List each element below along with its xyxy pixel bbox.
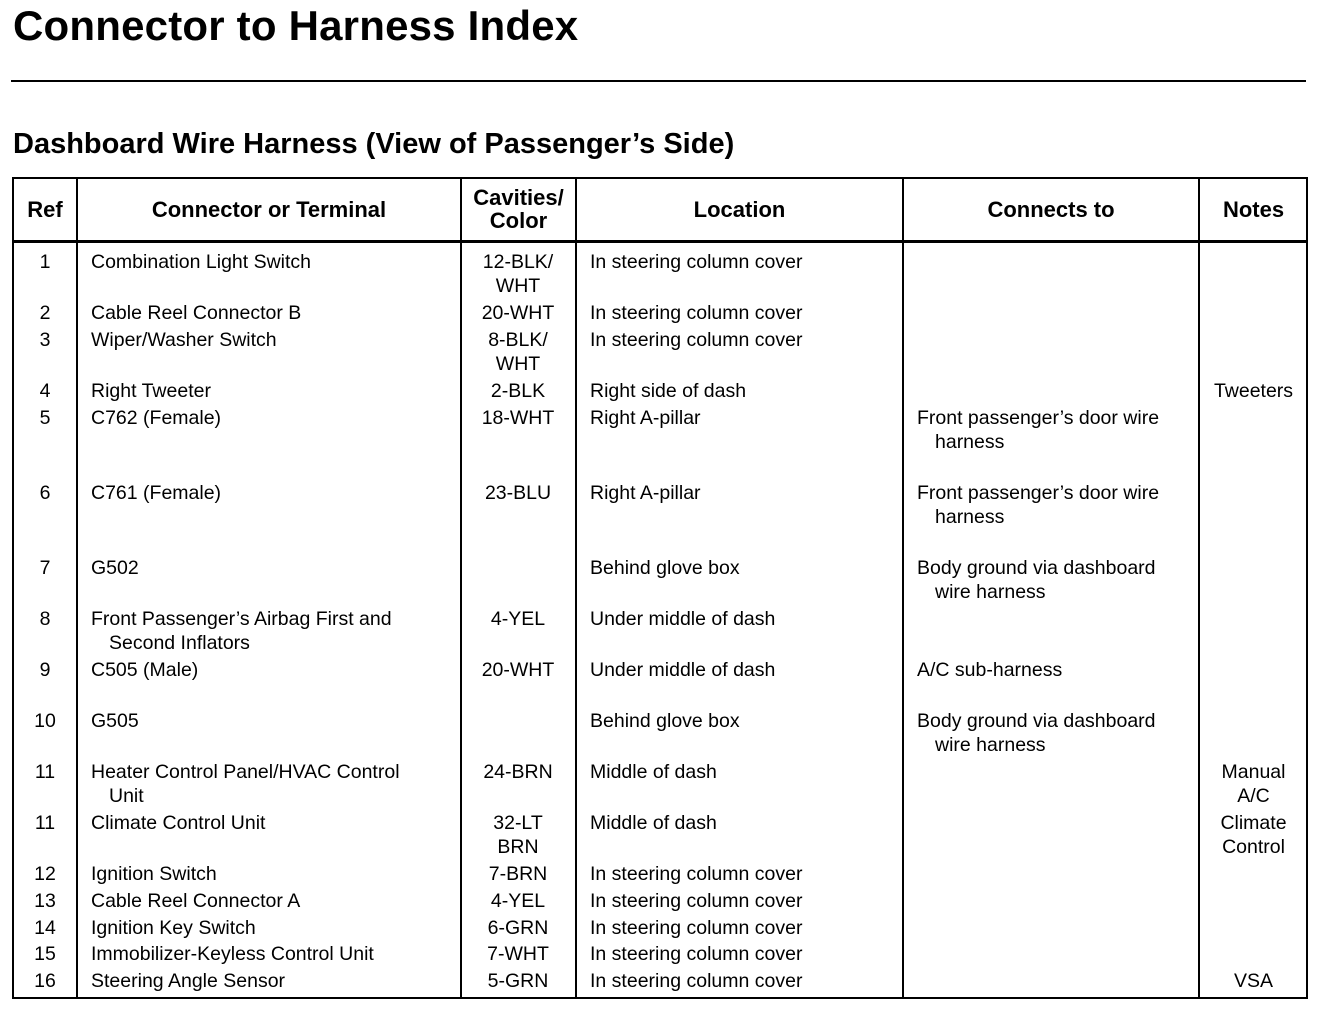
ref-cell: 11 [34, 812, 56, 834]
ref-cell: 3 [39, 329, 51, 351]
location-cell: In steering column cover [590, 890, 803, 912]
cavities-cell-line: BRN [497, 836, 539, 858]
notes-cell-line: VSA [1233, 970, 1274, 992]
ref-cell: 14 [34, 917, 56, 939]
location-cell: Middle of dash [590, 812, 717, 834]
location-cell: Right A-pillar [590, 407, 701, 429]
connects-to-cell-line: harness [935, 431, 1005, 453]
notes-cell [1200, 969, 1307, 993]
cavities-cell-line: 20-WHT [481, 302, 555, 324]
column-divider [575, 177, 577, 999]
cavities-cell [462, 969, 574, 993]
title-divider [11, 80, 1306, 82]
connector-cell-line: Front Passenger’s Airbag First and [91, 608, 392, 630]
cavities-cell [462, 328, 574, 376]
connector-cell-line: Right Tweeter [91, 380, 211, 402]
column-divider [1198, 177, 1200, 999]
connector-cell-line: Second Inflators [109, 632, 250, 654]
ref-cell: 10 [34, 710, 56, 732]
ref-cell: 15 [34, 943, 56, 965]
location-cell: In steering column cover [590, 943, 803, 965]
connects-to-cell [917, 406, 1159, 454]
header-cavities-line-2: Color [489, 208, 548, 233]
cavities-cell [462, 760, 574, 784]
connector-cell-line: Wiper/Washer Switch [91, 329, 277, 351]
ref-cell: 1 [39, 251, 51, 273]
cavities-cell-line: 6-GRN [487, 917, 549, 939]
connector-cell-line: Climate Control Unit [91, 812, 266, 834]
connects-to-cell [917, 709, 1156, 757]
connector-cell [91, 607, 392, 655]
notes-cell-line: A/C [1237, 785, 1270, 807]
ref-cell: 7 [39, 557, 51, 579]
page-title: Connector to Harness Index [13, 2, 579, 49]
notes-cell-line: Climate [1220, 812, 1287, 834]
cavities-cell-line: WHT [495, 353, 541, 375]
cavities-cell-line: 4-YEL [490, 890, 546, 912]
notes-cell-line: Tweeters [1213, 380, 1294, 402]
header-notes: Notes [1222, 196, 1285, 222]
connects-to-cell [917, 658, 1062, 682]
cavities-cell [462, 916, 574, 940]
header-connector: Connector or Terminal [151, 196, 387, 222]
ref-cell: 16 [34, 970, 56, 992]
header-ref: Ref [27, 196, 63, 222]
location-cell: Middle of dash [590, 761, 717, 783]
location-cell: In steering column cover [590, 329, 803, 351]
connector-cell-line: G502 [91, 557, 139, 579]
location-cell: Behind glove box [590, 557, 740, 579]
section-title: Dashboard Wire Harness (View of Passenger’s Side) [13, 128, 735, 160]
connects-to-cell-line: Body ground via dashboard [917, 710, 1156, 732]
connector-cell [91, 658, 198, 682]
connects-to-cell-line: wire harness [935, 581, 1046, 603]
cavities-cell-line: 12-BLK/ [482, 251, 554, 273]
cavities-cell [462, 889, 574, 913]
ref-cell: 4 [39, 380, 51, 402]
connector-cell [91, 862, 217, 886]
cavities-cell-line: 24-BRN [483, 761, 553, 783]
location-cell: In steering column cover [590, 863, 803, 885]
connects-to-cell-line: harness [935, 506, 1005, 528]
location-cell: In steering column cover [590, 302, 803, 324]
location-cell: In steering column cover [590, 251, 803, 273]
ref-cell: 11 [34, 761, 56, 783]
header-location: Location [693, 196, 786, 222]
cavities-cell-line: 8-BLK/ [488, 329, 548, 351]
connector-cell-line: Cable Reel Connector A [91, 890, 301, 912]
connector-cell-line: Cable Reel Connector B [91, 302, 302, 324]
ref-cell: 8 [39, 608, 51, 630]
connector-cell [91, 709, 139, 733]
connector-cell-line: C505 (Male) [91, 659, 199, 681]
cavities-cell [462, 379, 574, 403]
connector-cell [91, 811, 265, 835]
column-divider [902, 177, 904, 999]
location-cell: Behind glove box [590, 710, 740, 732]
cavities-cell-line: 18-WHT [481, 407, 555, 429]
header-cavities-line-1: Cavities/ [473, 185, 564, 210]
connector-cell-line: Ignition Switch [91, 863, 217, 885]
cavities-cell [462, 862, 574, 886]
cavities-cell-line: 7-BRN [488, 863, 548, 885]
connects-to-cell-line: A/C sub-harness [917, 659, 1063, 681]
connects-to-cell [917, 556, 1156, 604]
connector-cell [91, 379, 211, 403]
connector-cell-line: Ignition Key Switch [91, 917, 256, 939]
cavities-cell-line: 20-WHT [481, 659, 555, 681]
ref-cell: 6 [39, 482, 51, 504]
cavities-cell-line: 7-WHT [487, 943, 549, 965]
ref-cell: 12 [34, 863, 56, 885]
connects-to-cell-line: Front passenger’s door wire [917, 482, 1160, 504]
cavities-cell [462, 942, 574, 966]
connector-cell [91, 406, 221, 430]
location-cell: In steering column cover [590, 970, 803, 992]
ref-cell: 2 [39, 302, 51, 324]
connector-cell-line: Immobilizer-Keyless Control Unit [91, 943, 374, 965]
cavities-cell-line: 2-BLK [490, 380, 546, 402]
connector-cell [91, 250, 311, 274]
column-divider [76, 177, 78, 999]
connects-to-cell [917, 481, 1159, 529]
cavities-cell [462, 481, 574, 505]
notes-cell [1200, 760, 1307, 808]
cavities-cell [462, 658, 574, 682]
cavities-cell-line: 5-GRN [487, 970, 549, 992]
connector-cell-line: C761 (Female) [91, 482, 222, 504]
connector-cell-line: Combination Light Switch [91, 251, 312, 273]
connector-cell-line: G505 [91, 710, 139, 732]
connector-cell-line: C762 (Female) [91, 407, 222, 429]
connector-cell-line: Heater Control Panel/HVAC Control [91, 761, 400, 783]
ref-cell: 9 [39, 659, 51, 681]
connector-cell [91, 916, 256, 940]
connector-cell [91, 328, 277, 352]
cavities-cell [462, 811, 574, 859]
cavities-cell-line: WHT [495, 275, 541, 297]
connects-to-cell-line: Front passenger’s door wire [917, 407, 1160, 429]
connector-cell [91, 889, 300, 913]
header-connects-to: Connects to [987, 196, 1115, 222]
cavities-cell [462, 250, 574, 298]
connector-cell-line: Unit [109, 785, 144, 807]
connects-to-cell-line: Body ground via dashboard [917, 557, 1156, 579]
location-cell: Right A-pillar [590, 482, 701, 504]
notes-cell [1200, 379, 1307, 403]
connector-cell [91, 556, 139, 580]
ref-cell: 5 [39, 407, 51, 429]
location-cell: Right side of dash [590, 380, 747, 402]
cavities-cell-line: 23-BLU [484, 482, 552, 504]
connector-cell [91, 760, 400, 808]
connector-cell-line: Steering Angle Sensor [91, 970, 286, 992]
notes-cell-line: Manual [1221, 761, 1286, 783]
notes-cell [1200, 811, 1307, 859]
connector-cell [91, 969, 285, 993]
cavities-cell [462, 406, 574, 430]
cavities-cell [462, 301, 574, 325]
location-cell: Under middle of dash [590, 659, 776, 681]
cavities-cell-line: 4-YEL [490, 608, 546, 630]
connects-to-cell-line: wire harness [935, 734, 1046, 756]
connector-cell [91, 481, 221, 505]
ref-cell: 13 [34, 890, 56, 912]
notes-cell-line: Control [1222, 836, 1285, 858]
cavities-cell [462, 607, 574, 631]
header-cavities [462, 177, 575, 241]
connector-cell [91, 942, 374, 966]
cavities-cell-line: 32-LT [493, 812, 543, 834]
location-cell: In steering column cover [590, 917, 803, 939]
connector-cell [91, 301, 301, 325]
location-cell: Under middle of dash [590, 608, 776, 630]
